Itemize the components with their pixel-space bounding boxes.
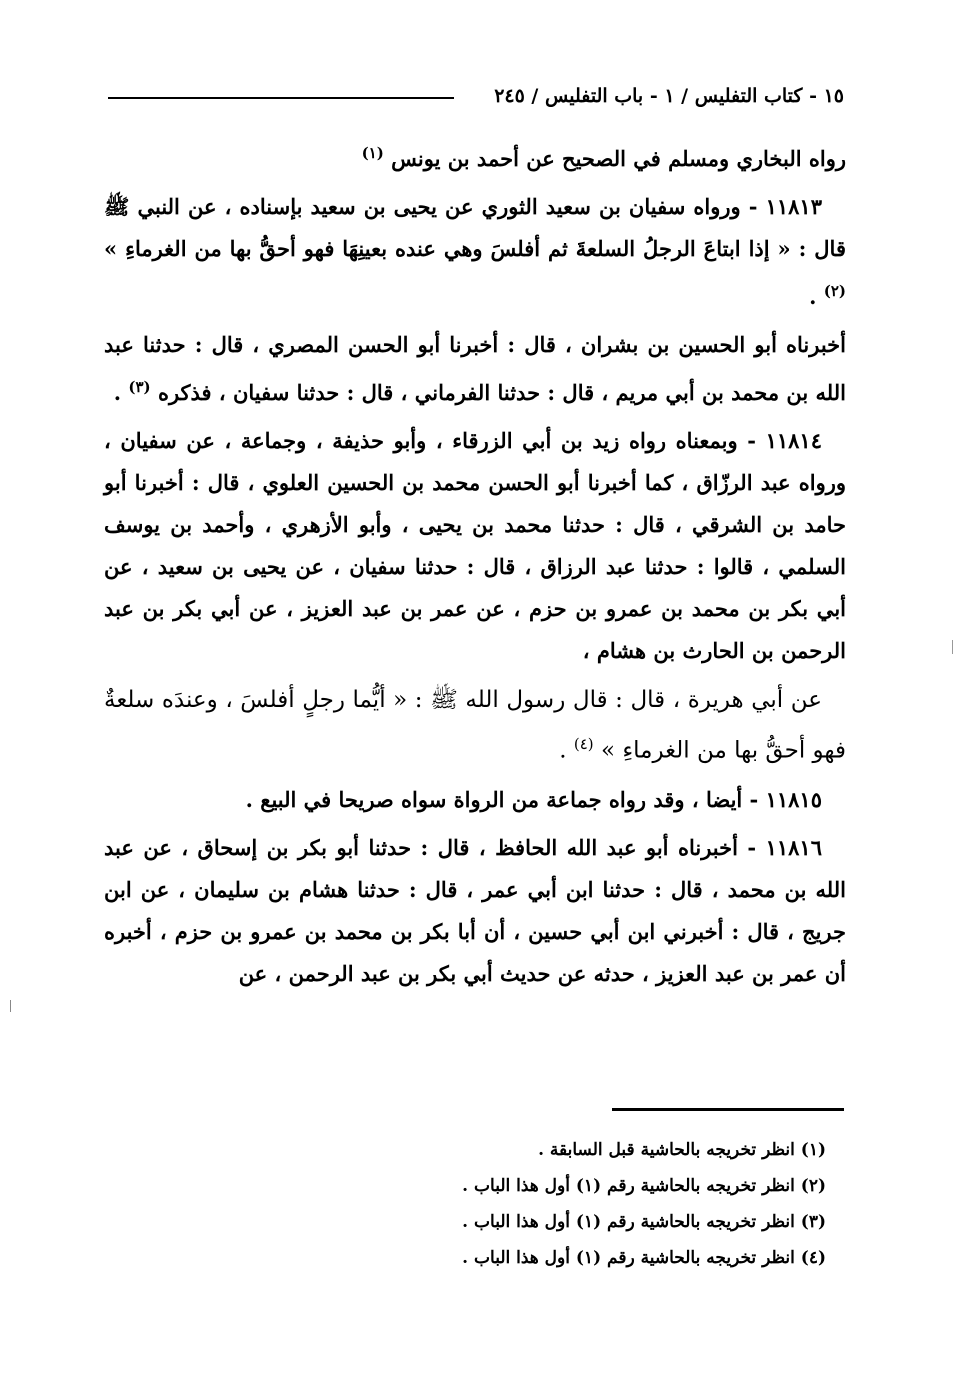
- running-header: [108, 82, 844, 110]
- footnote-3: (٣) انظر تخريجه بالحاشية رقم (١) أول هذا الباب .: [462, 1212, 826, 1232]
- paragraph-7-text: ١١٨١٦ - أخبرناه أبو عبد الله الحافظ ، قال : حدثنا أبو بكر بن إسحاق ، عن عبد الله بن محمد ، قال : حدثنا ابن أبي عمر ، قال : حدثنا هشام بن سليمان ، عن ابن جريج ، قال : أخبرني ابن أبي حسين ، أن أبا بكر بن محمد بن عمرو بن حزم ، أخبره أن عمر بن عبد العزيز ، حدثه عن حديث أبي بكر بن عبد الرحمن ، عن: [104, 834, 846, 986]
- footnote-ref-4[interactable]: (٤): [573, 735, 594, 753]
- footnote-ref-1[interactable]: (١): [361, 144, 384, 162]
- paragraph-5-text: عن أبي هريرة ، قال : قال رسول الله ﷺ : « أيُّما رجلٍ أفلسَ ، وعندَه سلعةٌ فهو أحقُّ بها من الغرماءِ »: [104, 687, 846, 764]
- paragraph-2-tail: .: [809, 284, 824, 309]
- footnotes: [300, 1132, 826, 1276]
- paragraph-2-text: ١١٨١٣ - ورواه سفيان بن سعيد الثوري عن يحيى بن سعيد بإسناده ، عن النبي ﷺ قال : « إذا ابتاعَ الرجلُ السلعةَ ثم أفلسَ وهي عنده بعينِهَا فهو أحقُّ بها من الغرماءِ »: [104, 194, 846, 261]
- paragraph-4: [104, 420, 846, 672]
- footnote-separator: [612, 1108, 844, 1111]
- paragraph-1: [104, 132, 846, 180]
- paragraph-6-text: ١١٨١٥ - أيضا ، وقد رواه جماعة من الرواة سواه صريحا في البيع .: [245, 786, 822, 812]
- scan-artifact-right: [952, 640, 953, 654]
- header-rule: [108, 97, 454, 99]
- footnote-ref-3[interactable]: (٣): [128, 378, 151, 396]
- main-text: [104, 132, 846, 1001]
- footnote-1: (١) انظر تخريجه بالحاشية قبل السابقة .: [538, 1140, 826, 1160]
- paragraph-5-tail: .: [559, 737, 574, 764]
- paragraph-2: [104, 186, 846, 318]
- paragraph-3-tail: .: [113, 380, 129, 405]
- paragraph-5: [104, 678, 846, 773]
- footnote-2: (٢) انظر تخريجه بالحاشية رقم (١) أول هذا الباب .: [462, 1176, 826, 1196]
- paragraph-1-text: رواه البخاري ومسلم في الصحيح عن أحمد بن يونس: [391, 146, 846, 171]
- scan-artifact-left: [10, 1000, 11, 1012]
- paragraph-7: [104, 827, 846, 995]
- paragraph-6: [104, 779, 846, 821]
- paragraph-4-text: ١١٨١٤ - وبمعناه رواه زيد بن أبي الزرقاء ، وأبو حذيفة ، وجماعة ، عن سفيان ، ورواه عبد الرزّاق ، كما أخبرنا أبو الحسن محمد بن الحسين العلوي ، قال : أخبرنا أبو حامد بن الشرقي ، قال : حدثنا محمد بن يحيى ، وأبو الأزهري ، وأحمد بن يوسف السلمي ، قالوا : حدثنا عبد الرزاق ، قال : حدثنا سفيان ، عن يحيى بن سعيد ، عن أبي بكر بن محمد بن عمرو بن حزم ، عن عمر بن عبد العزيز ، عن أبي بكر بن عبد الرحمن بن الحارث بن هشام ،: [104, 428, 846, 663]
- running-header-title: ١٥ - كتاب التفليس / ١ - باب التفليس / ٢٤٥: [494, 85, 844, 107]
- footnote-ref-2[interactable]: (٢): [823, 282, 846, 300]
- paragraph-3: [104, 324, 846, 414]
- footnote-4: (٤) انظر تخريجه بالحاشية رقم (١) أول هذا الباب .: [462, 1248, 826, 1268]
- paragraph-3-text: أخبرناه أبو الحسين بن بشران ، قال : أخبرنا أبو الحسن المصري ، قال : حدثنا عبد الله بن محمد بن أبي مريم ، قال : حدثنا الفرماني ، قال : حدثنا سفيان ، فذكره: [104, 332, 846, 405]
